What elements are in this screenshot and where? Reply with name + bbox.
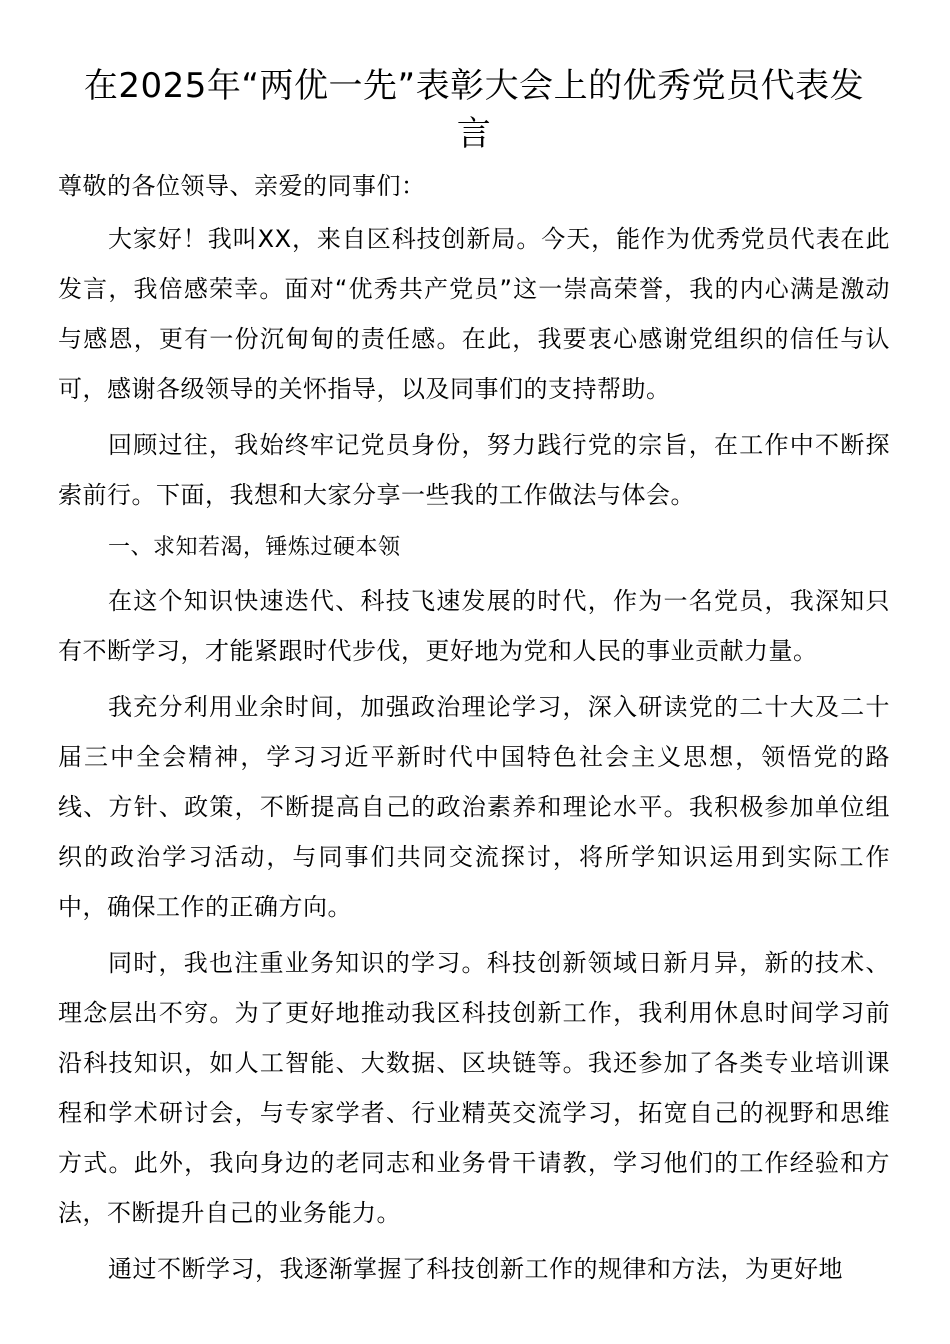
- paragraph-continuing: 通过不断学习，我逐渐掌握了科技创新工作的规律和方法，为更好地: [108, 1255, 843, 1283]
- salutation: 尊敬的各位领导、亲爱的同事们：: [58, 172, 426, 200]
- paragraph-intro: 大家好！我叫XX，来自区科技创新局。今天，能作为优秀党员代表在此发言，我倍感荣幸。面对“优秀共产党员”这一崇高荣誉，我的内心满是激动与感恩，更有一份沉甸甸的责任感。在此，我要衷心感谢党组织的信任与认可，感谢各级领导的关怀指导，以及同事们的支持帮助。: [58, 225, 890, 403]
- paragraph-political-study: 我充分利用业余时间，加强政治理论学习，深入研读党的二十大及二十届三中全会精神，学习习近平新时代中国特色社会主义思想，领悟党的路线、方针、政策，不断提高自己的政治素养和理论水平。我积极参加单位组织的政治学习活动，与同事们共同交流探讨，将所学知识运用到实际工作中，确保工作的正确方向。: [58, 693, 890, 921]
- section-heading-1: 一、求知若渴，锤炼过硬本领: [108, 535, 401, 560]
- paragraph-review: 回顾过往，我始终牢记党员身份，努力践行党的宗旨，在工作中不断探索前行。下面，我想和大家分享一些我的工作做法与体会。: [58, 431, 890, 509]
- page-title: 在2025年“两优一先”表彰大会上的优秀党员代表发言: [83, 66, 865, 154]
- paragraph-learning-era: 在这个知识快速迭代、科技飞速发展的时代，作为一名党员，我深知只有不断学习，才能紧跟时代步伐，更好地为党和人民的事业贡献力量。: [58, 587, 890, 665]
- paragraph-business-study: 同时，我也注重业务知识的学习。科技创新领域日新月异，新的技术、理念层出不穷。为了更好地推动我区科技创新工作，我利用休息时间学习前沿科技知识，如人工智能、大数据、区块链等。我还参加了各类专业培训课程和学术研讨会，与专家学者、行业精英交流学习，拓宽自己的视野和思维方式。此外，我向身边的老同志和业务骨干请教，学习他们的工作经验和方法，不断提升自己的业务能力。: [58, 949, 890, 1227]
